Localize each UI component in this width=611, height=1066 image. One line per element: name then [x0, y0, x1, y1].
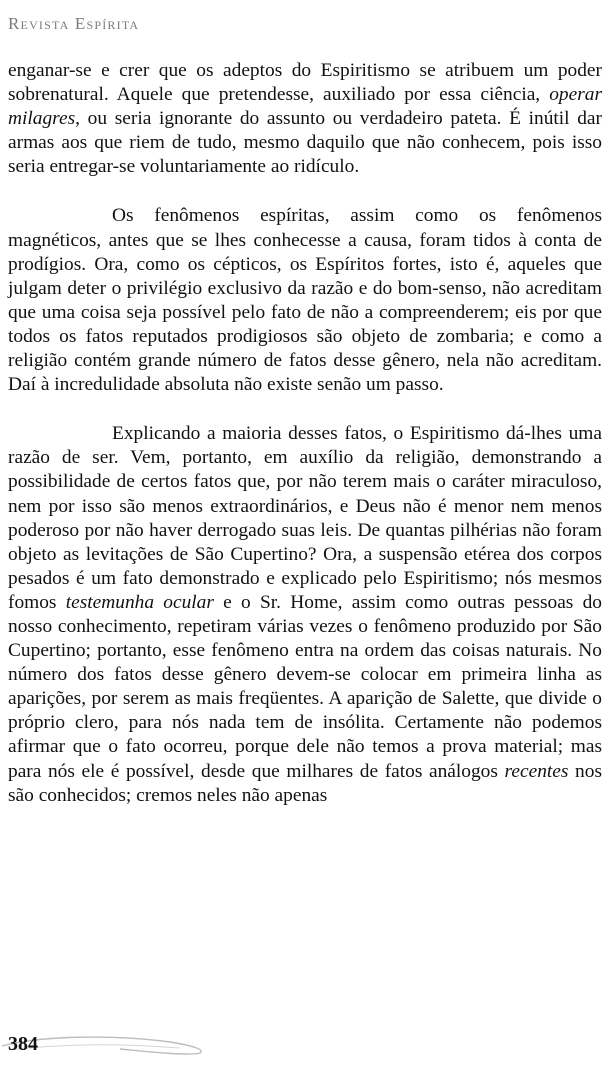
paragraph-1-segment-1: enganar-se e crer que os adeptos do Espiritismo se atribuem um poder sobrenatural. Aquele que pretendesse, auxiliado por essa ciência, [8, 60, 602, 106]
paragraph-3-italic-recentes: recentes [504, 760, 569, 782]
page-number: 384 [8, 1033, 38, 1055]
paragraph-3-italic-testemunha-ocular: testemunha ocular [65, 591, 214, 613]
paragraph-2 [8, 204, 602, 397]
paragraph-2-segment-1: Os fenômenos espíritas, assim como os fenômenos magnéticos, antes que se lhes conhecesse a causa, foram tidos à conta de prodígios. Ora, como os cépticos, os Espíritos fortes, isto é, aqueles que julgam deter o privilégio exclusivo da razão e do bom-senso, não acreditam que uma coisa seja possível pelo fato de não a compreenderem; eis por que todos os fatos reputados prodigiosos são objeto de zombaria; e como a religião contém grande número de fatos desse gênero, nela não acreditam. Daí à incredulidade absoluta não existe senão um passo. [8, 205, 602, 396]
paragraph-3-segment-1: Explicando a maioria desses fatos, o Espiritismo dá-lhes uma razão de ser. Vem, portanto, em auxílio da religião, demonstrando a possibilidade de certos fatos que, por não terem mais o caráter miraculoso, nem por isso são menos extraordinários, e Deus não é menor nem menos poderoso por não haver derrogado suas leis. De quantas pilhérias não foram objeto as levitações de São Cupertino? Ora, a suspensão etérea dos corpos pesados é um fato demonstrado e explicado pelo Espiritismo; nós mesmos fomos [8, 423, 602, 613]
body-text [8, 59, 602, 808]
running-header: Revista Espírita [8, 14, 140, 33]
paragraph-3 [8, 422, 602, 808]
paragraph-1 [8, 59, 602, 179]
paragraph-spacer [8, 179, 602, 204]
paragraph-spacer [8, 397, 602, 422]
paragraph-3-segment-3: e o Sr. Home, assim como outras pessoas do nosso conhecimento, repetiram várias vezes o fenômeno produzido por São Cupertino; portanto, esse fenômeno entra na ordem das coisas naturais. No número dos fatos desse gênero devem-se colocar em primeira linha as aparições, por serem as mais freqüentes. A aparição de Salette, que divide o próprio clero, para nós nada tem de insólita. Certamente não podemos afirmar que o fato ocorreu, porque dele não temos a prova material; mas para nós ele é possível, desde que milhares de fatos análogos [8, 591, 602, 782]
paragraph-1-segment-3: , ou seria ignorante do assunto ou verdadeiro pateta. É inútil dar armas aos que riem de tudo, mesmo daquilo que não conhecem, pois isso seria entregar-se voluntariamente ao ridículo. [8, 108, 602, 178]
paragraph-1-italic-operar-milagres: operar milagres [8, 84, 602, 130]
paragraph-3-segment-5: nos são conhecidos; cremos neles não apenas [8, 760, 602, 806]
